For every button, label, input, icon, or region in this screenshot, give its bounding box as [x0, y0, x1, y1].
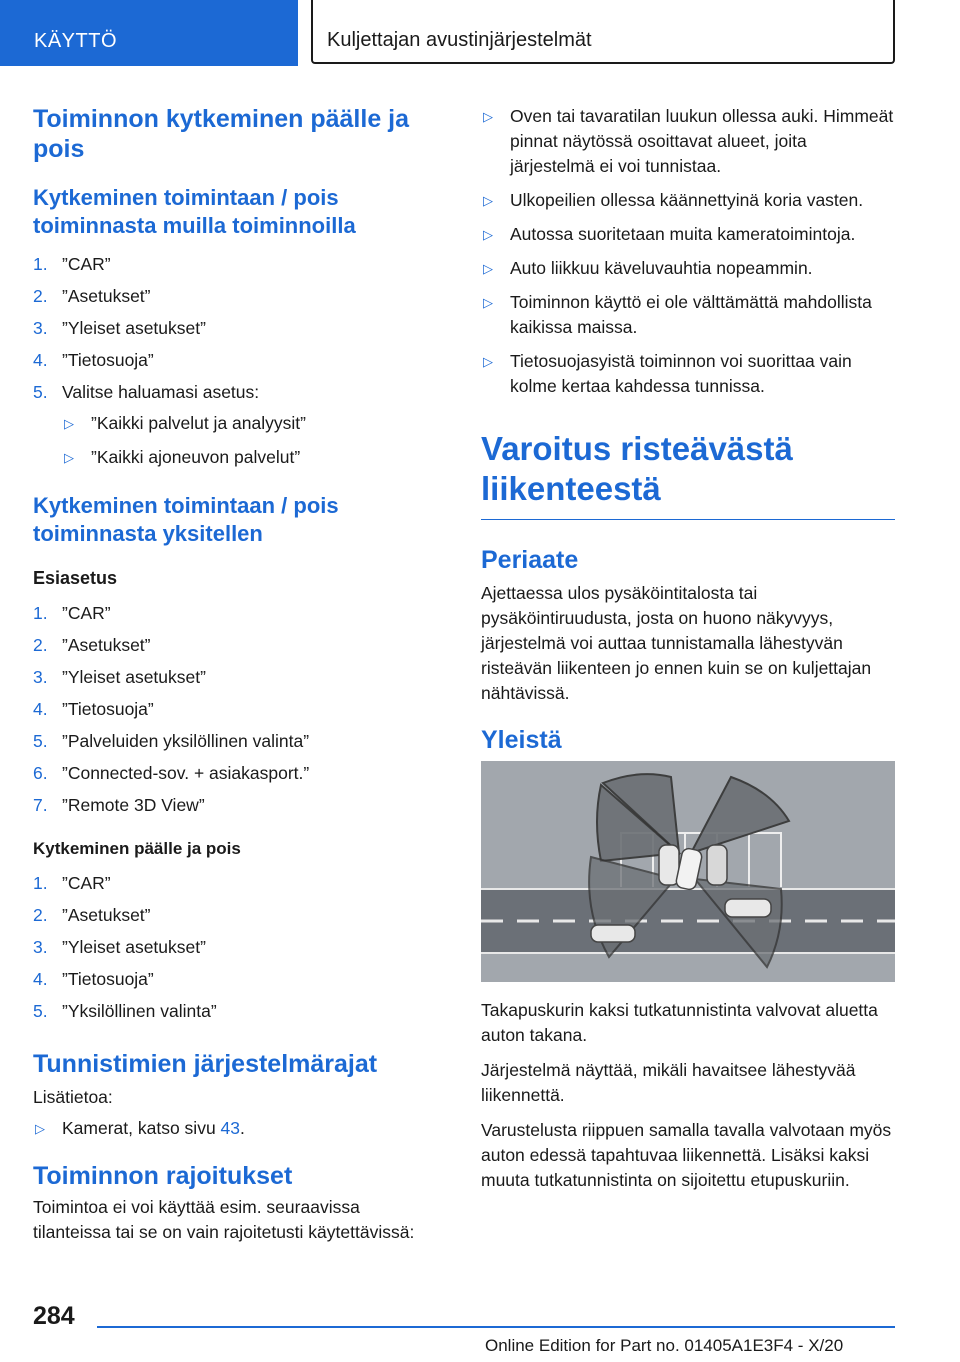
page-number: 284 [33, 1302, 75, 1330]
step-text: ”Tietosuoja” [62, 969, 154, 989]
principle-text: Ajettaessa ulos pysäköintitalosta tai pysäköintiruudusta, josta on huono näkyvyys, järjestelmä voi auttaa tunnistamalla lähestyvän risteävän liikenteen jo ennen kuin se on kuljettajan nähtävissä. [481, 583, 872, 703]
general-title: Yleistä [481, 726, 562, 754]
restriction-text: Ulkopeilien ollessa käännettyinä koria vasten. [510, 190, 864, 210]
list-item [33, 931, 437, 963]
step-number: 2. [33, 905, 48, 925]
list-item [481, 104, 895, 179]
step-number: 3. [33, 937, 48, 957]
triangle-bullet-icon: ▷ [64, 450, 74, 465]
list-item [33, 280, 437, 312]
step-text: Valitse haluamasi asetus: [62, 382, 260, 402]
step-text: ”CAR” [62, 254, 111, 274]
list-item [481, 290, 895, 340]
step-text: ”Tietosuoja” [62, 350, 154, 370]
step-number: 5. [33, 1001, 48, 1021]
list-item [33, 963, 437, 995]
restriction-text: Auto liikkuu käveluvauhtia nopeammin. [510, 258, 813, 278]
triangle-bullet-icon: ▷ [64, 416, 74, 431]
step-number: 1. [33, 254, 48, 274]
triangle-bullet-icon: ▷ [483, 354, 493, 369]
camera-ref-end: . [240, 1118, 245, 1138]
step-number: 3. [33, 318, 48, 338]
restriction-text: Tietosuojasyistä toiminnon voi suorittaa vain kolme kertaa kahdessa tunnissa. [510, 351, 852, 396]
triangle-bullet-icon: ▷ [483, 109, 493, 124]
subsection-all: Kytkeminen toimintaan / pois toiminnasta muilla toiminnoilla [33, 185, 356, 238]
camera-ref-list [33, 1116, 437, 1141]
section-tab [0, 0, 298, 66]
step-text: ”CAR” [62, 873, 111, 893]
list-item [481, 256, 895, 281]
step-number: 7. [33, 795, 48, 815]
list-item [33, 344, 437, 376]
step-text: ”Asetukset” [62, 905, 151, 925]
chapter-label: Kuljettajan avustinjärjestelmät [327, 29, 592, 51]
section-title: Toiminnon kytkeminen päälle ja pois [33, 105, 410, 163]
step-number: 4. [33, 699, 48, 719]
options-list [62, 411, 437, 470]
step-number: 1. [33, 603, 48, 623]
step-text: ”Yleiset asetukset” [62, 667, 206, 687]
footer-divider [97, 1326, 895, 1328]
step-number: 3. [33, 667, 48, 687]
restriction-text: Autossa suoritetaan muita kameratoimintoja. [510, 224, 856, 244]
cross-traffic-illustration [481, 761, 895, 982]
list-item [33, 757, 437, 789]
list-item [33, 789, 437, 821]
step-number: 2. [33, 286, 48, 306]
restrictions-list [481, 104, 895, 399]
right-column [481, 104, 895, 1203]
restriction-text: Oven tai tavaratilan luukun ollessa auki. Himmeät pinnat näytössä osoittavat alueet, joita järjestelmä ei voi tunnistaa. [510, 106, 894, 176]
preset-heading: Esiasetus [33, 568, 118, 588]
chapter-header [311, 0, 895, 64]
triangle-bullet-icon: ▷ [483, 193, 493, 208]
list-item [33, 312, 437, 344]
restriction-text: Toiminnon käyttö ei ole välttämättä mahdollista kaikissa maissa. [510, 292, 872, 337]
list-item [33, 867, 437, 899]
steps-all-list [33, 248, 437, 408]
step-text: ”Remote 3D View” [62, 795, 205, 815]
step-text: ”Palveluiden yksilöllinen valinta” [62, 731, 310, 751]
step-text: ”CAR” [62, 603, 111, 623]
step-text: ”Yksilöllinen valinta” [62, 1001, 217, 1021]
list-item [481, 188, 895, 213]
list-item [62, 411, 437, 436]
step-text: ”Connected-sov. + asiakasport.” [62, 763, 310, 783]
step-number: 2. [33, 635, 48, 655]
limits-title: Tunnistimien järjestelmärajat [33, 1050, 378, 1078]
list-item [33, 995, 437, 1027]
triangle-bullet-icon: ▷ [483, 261, 493, 276]
list-item [33, 629, 437, 661]
principle-title: Periaate [481, 546, 579, 574]
step-number: 4. [33, 350, 48, 370]
chapter-title: Varoitus risteävästä liikenteestä [481, 429, 895, 520]
list-item [33, 376, 437, 408]
triangle-bullet-icon: ▷ [483, 295, 493, 310]
list-item [33, 597, 437, 629]
option-text: ”Kaikki palvelut ja analyysit” [91, 413, 306, 433]
restrictions-intro: Toimintoa ei voi käyttää esim. seuraavissa tilanteissa tai se on vain rajoitetusti käytettävissä: [33, 1197, 415, 1242]
step-number: 5. [33, 731, 48, 751]
list-item [33, 693, 437, 725]
list-item [33, 725, 437, 757]
camera-ref-text: Kamerat, katso sivu [62, 1118, 221, 1138]
step-text: ”Tietosuoja” [62, 699, 154, 719]
step-text: ”Asetukset” [62, 635, 151, 655]
subsection-single: Kytkeminen toimintaan / pois toiminnasta yksitellen [33, 493, 339, 546]
steps-onoff-list [33, 867, 437, 1027]
triangle-bullet-icon: ▷ [483, 227, 493, 242]
step-text: ”Yleiset asetukset” [62, 937, 206, 957]
step-text: ”Yleiset asetukset” [62, 318, 206, 338]
step-text: ”Asetukset” [62, 286, 151, 306]
list-item [33, 899, 437, 931]
general-text-1: Takapuskurin kaksi tutkatunnistinta valvovat aluetta auton takana. [481, 1000, 878, 1045]
list-item [481, 222, 895, 247]
list-item [62, 445, 437, 470]
page-link[interactable]: 43 [220, 1118, 241, 1138]
list-item [481, 349, 895, 399]
list-item [33, 248, 437, 280]
onoff-heading: Kytkeminen päälle ja pois [33, 839, 241, 858]
list-item [33, 1116, 437, 1141]
steps-preset-list [33, 597, 437, 821]
more-info-label: Lisätietoa: [33, 1087, 113, 1107]
step-number: 6. [33, 763, 48, 783]
footer-edition: Online Edition for Part no. 01405A1E3F4 - X/20 [485, 1336, 844, 1355]
general-text-3: Varustelusta riippuen samalla tavalla valvotaan myös auton edessä tapahtuvaa liikennettä. Lisäksi kaksi muuta tutkatunnistinta on sijoitettu etupuskuriin. [481, 1120, 892, 1190]
step-number: 4. [33, 969, 48, 989]
section-label: KÄYTTÖ [34, 30, 118, 52]
option-text: ”Kaikki ajoneuvon palvelut” [91, 447, 301, 467]
left-column [33, 104, 437, 1255]
step-number: 5. [33, 382, 48, 402]
restrictions-title: Toiminnon rajoitukset [33, 1162, 293, 1190]
general-text-2: Järjestelmä näyttää, mikäli havaitsee lähestyvää liikennettä. [481, 1060, 856, 1105]
triangle-bullet-icon: ▷ [35, 1121, 45, 1136]
step-number: 1. [33, 873, 48, 893]
list-item [33, 661, 437, 693]
